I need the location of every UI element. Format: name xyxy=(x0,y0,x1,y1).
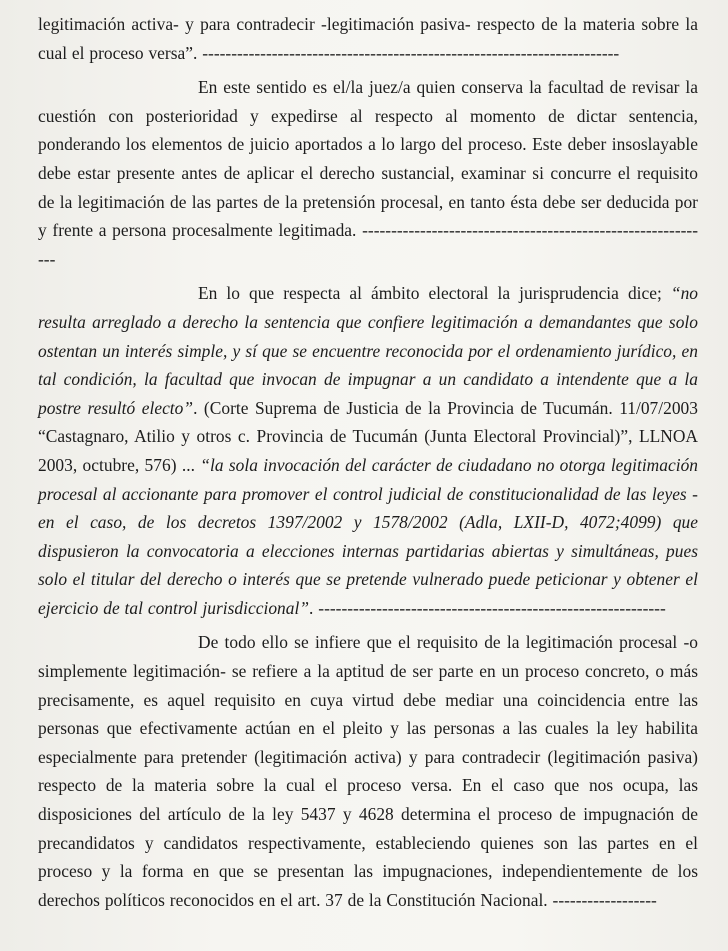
paragraph-4-text: De todo ello se infiere que el requisito de la legitimación procesal -o simplemente legitimación- se refiere a la aptitud de ser parte en un proceso concreto, o más precisamente, es aquel requisito en cuya virtud debe mediar una coincidencia entre las personas que efectivamente actúan en el pleito y las personas a las cuales la ley habilita especialmente para pretender (legitimación activa) y para contradecir (legitimación pasiva) respecto de la materia sobre la cual el proceso versa. En el caso que nos ocupa, las disposiciones del artículo de la ley 5437 y 4628 determina el proceso de impugnación de precandidatos y candidatos respectivamente, estableciendo quienes son las partes en el proceso y la forma en que se presentan las impugnaciones, independientemente de los derechos políticos reconocidos en el art. 37 de la Constitución Nacional. xyxy=(38,632,698,910)
paragraph-3-end: . xyxy=(309,597,319,618)
paragraph-3 xyxy=(38,279,698,622)
dash-fill: ------------------------------------------------------------- xyxy=(38,220,698,269)
paragraph-1-text: legitimación activa- y para contradecir -legitimación pasiva- respecto de la materia sobre la cual el proceso versa”. xyxy=(38,14,698,63)
jurisprudence-quote-2: “la sola invocación del carácter de ciudadano no otorga legitimación procesal al accionante para promover el control judicial de constitucionalidad de las leyes - en el caso, de los decretos 1397/2002 y 1578/2002 (Adla, LXII-D, 4072;4099) que dispusieron la convocatoria a elecciones internas partidarias abiertas y simultáneas, pues solo el titular del derecho o interés que se pretende vulnerado puede peticionar y obtener el ejercicio de tal control jurisdiccional” xyxy=(38,454,698,618)
paragraph-1 xyxy=(38,10,698,67)
paragraph-2 xyxy=(38,73,698,273)
jurisprudence-quote-1: “no resulta arreglado a derecho la sentencia que confiere legitimación a demandantes que solo ostentan un interés simple, y sí que se encuentre reconocida por el ordenamiento jurídico, en tal condición, la facultad que invocan de impugnar a un candidato a intendente que a la postre resultó electo” xyxy=(38,283,698,418)
paragraph-3-intro: En lo que respecta al ámbito electoral la jurisprudencia dice; xyxy=(198,283,671,304)
dash-fill: ------------------ xyxy=(552,889,657,910)
paragraph-2-text: En este sentido es el/la juez/a quien conserva la facultad de revisar la cuestión con posterioridad y expedirse al respecto al momento de dictar sentencia, ponderando los elementos de juicio aportados a lo largo del proceso. Este deber insoslayable debe estar presente antes de aplicar el derecho sustancial, examinar si concurre el requisito de la legitimación de las partes de la pretensión procesal, en tanto ésta debe ser deducida por y frente a persona procesalmente legitimada. xyxy=(38,77,698,241)
dash-fill: ------------------------------------------------------------ xyxy=(318,597,666,618)
dash-fill: ------------------------------------------------------------------------ xyxy=(202,42,620,63)
citation: . (Corte Suprema de Justicia de la Provincia de Tucumán. 11/07/2003 “Castagnaro, Atilio y otros c. Provincia de Tucumán (Junta Electoral Provincial)”, LLNOA 2003, octubre, 576) ... xyxy=(38,397,698,475)
paragraph-4 xyxy=(38,628,698,914)
